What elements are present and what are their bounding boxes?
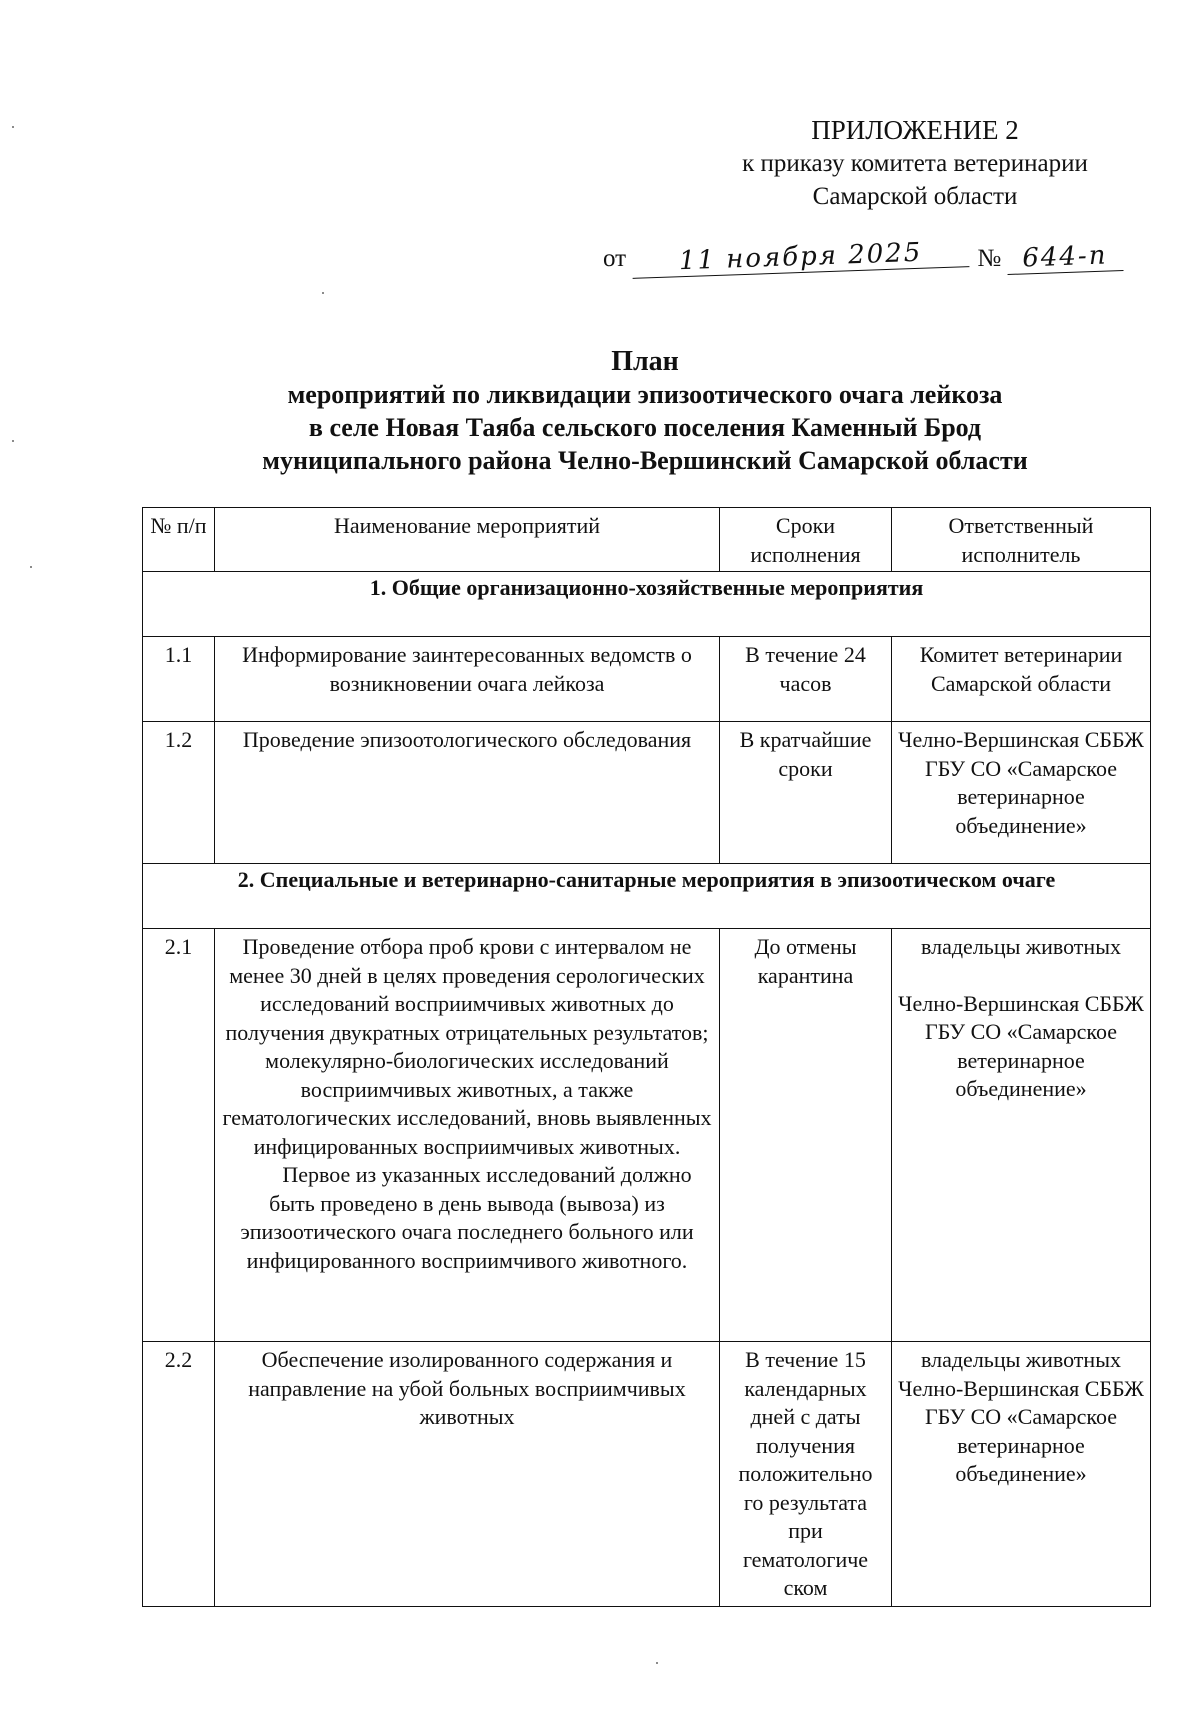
section-row-2 <box>143 864 1151 929</box>
row-responsible-owner: владельцы животных <box>921 934 1121 959</box>
row-responsible-owner: владельцы животных <box>921 1347 1121 1372</box>
table-header-row <box>143 508 1151 572</box>
row-name: Обеспечение изолированного содержания и направление на убой больных восприимчивых животных <box>215 1342 720 1607</box>
row-name: Проведение отбора проб крови с интервалом не менее 30 дней в целях проведения серологических исследований восприимчивых животных до получения двукратных отрицательных результатов; молекулярно-биологических исследований восприимчивых животных, а также гематологических исследований, вновь выявленных инфицированных восприимчивых животных. <box>222 934 712 1159</box>
order-number-handwritten: 644-п <box>1007 240 1124 275</box>
scan-speck <box>656 1662 658 1664</box>
appendix-line-2: Самарской области <box>812 183 1018 210</box>
row-responsible-cell <box>892 1342 1151 1607</box>
row-name-paragraph-2: Первое из указанных исследований должно быть проведено в день вывода (вывоза) из эпизоотического очага последнего больного или инфицированного восприимчивого животного. <box>240 1162 694 1273</box>
row-deadline: В течение 24 часов <box>720 637 892 722</box>
appendix-block <box>690 114 1140 213</box>
row-responsible-station: Челно-Вершинская СББЖ ГБУ СО «Самарское ветеринарное объединение» <box>898 990 1144 1101</box>
header-deadline: Сроки исполнения <box>720 508 892 572</box>
row-deadline: В кратчайшие сроки <box>720 722 892 864</box>
plan-title-line-1: мероприятий по ликвидации эпизоотического очага лейкоза <box>287 380 1003 409</box>
row-name: Проведение эпизоотологического обследования <box>215 722 720 864</box>
scan-speck <box>12 126 14 128</box>
plan-title-line-3: муниципального района Челно-Вершинский Самарской области <box>262 446 1028 475</box>
plan-title-line-2: в селе Новая Таяба сельского поселения Каменный Брод <box>308 413 982 442</box>
appendix-line-1: к приказу комитета ветеринарии <box>742 150 1088 177</box>
plan-title-lead: План <box>611 346 679 377</box>
table-row <box>143 929 1151 1342</box>
table-row <box>143 1342 1151 1607</box>
section-row-1 <box>143 572 1151 637</box>
row-responsible: Комитет ветеринарии Самарской области <box>892 637 1151 722</box>
order-number-label: № <box>977 245 1002 272</box>
order-date-handwritten: 11 ноября 2025 <box>632 236 970 279</box>
row-responsible: Челно-Вершинская СББЖ ГБУ СО «Самарское ветеринарное объединение» <box>892 722 1151 864</box>
row-name: Информирование заинтересованных ведомств о возникновении очага лейкоза <box>215 637 720 722</box>
header-responsible: Ответственный исполнитель <box>892 508 1151 572</box>
row-responsible-station: Челно-Вершинская СББЖ ГБУ СО «Самарское ветеринарное объединение» <box>898 1375 1144 1486</box>
order-from-label: от <box>603 245 627 272</box>
row-num: 2.2 <box>143 1342 215 1607</box>
scan-speck <box>322 292 324 294</box>
row-responsible-cell <box>892 929 1151 1342</box>
section-1-title: 1. Общие организационно-хозяйственные мероприятия <box>143 572 1151 637</box>
scan-speck <box>12 440 14 442</box>
row-num: 1.1 <box>143 637 215 722</box>
section-2-title: 2. Специальные и ветеринарно-санитарные мероприятия в эпизоотическом очаге <box>143 864 1151 929</box>
header-num: № п/п <box>143 508 215 572</box>
row-num: 2.1 <box>143 929 215 1342</box>
plan-table <box>142 507 1151 1607</box>
row-deadline: В течение 15 календарных дней с даты получения положительно го результата при гематологиче ском <box>720 1342 892 1607</box>
row-num: 1.2 <box>143 722 215 864</box>
plan-title <box>120 345 1170 477</box>
table-row <box>143 722 1151 864</box>
table-row <box>143 637 1151 722</box>
row-deadline: До отмены карантина <box>720 929 892 1342</box>
row-name-cell <box>215 929 720 1342</box>
header-name: Наименование мероприятий <box>215 508 720 572</box>
order-reference <box>603 237 1123 277</box>
appendix-title: ПРИЛОЖЕНИЕ 2 <box>811 115 1019 145</box>
scan-speck <box>30 566 32 568</box>
